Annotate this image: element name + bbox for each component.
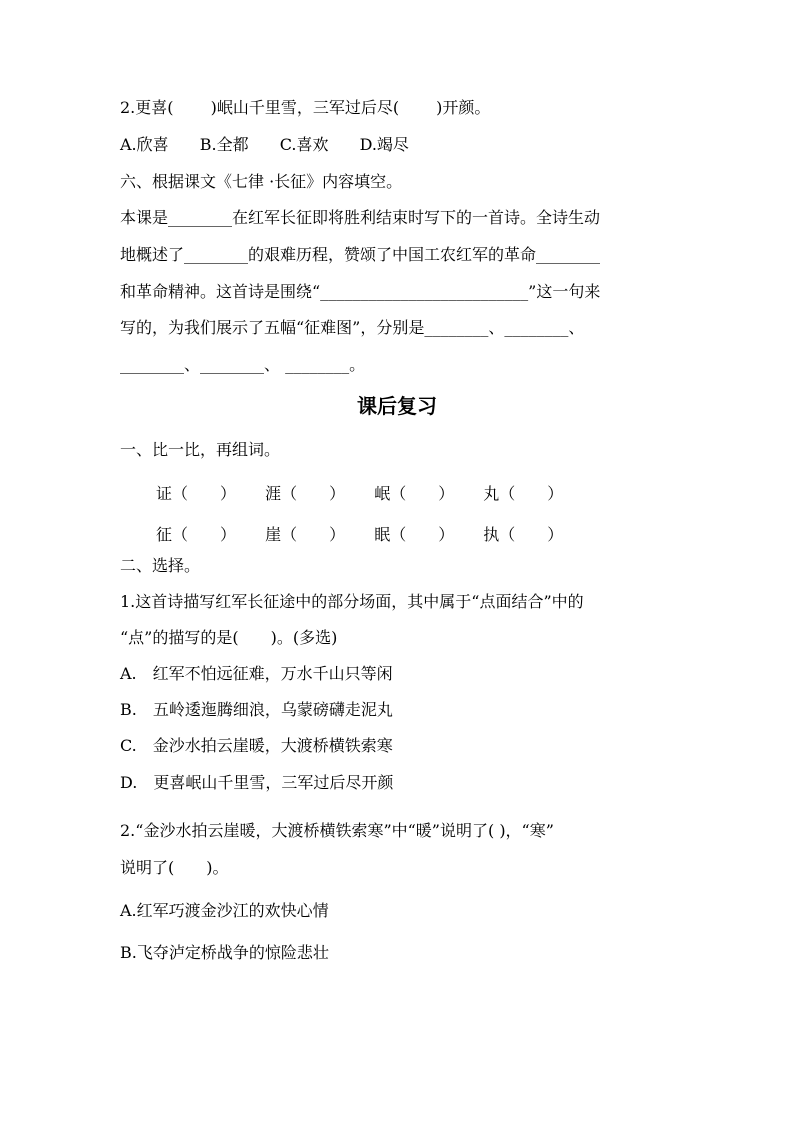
q2-option-a: A.红军巧渡金沙江的欢快心情: [120, 901, 329, 920]
word-cell: 涯（ ）: [265, 484, 346, 503]
q1-option-a: A. 红军不怕远征难，万水千山只等闲: [120, 664, 393, 683]
word-cell: 执（ ）: [483, 525, 564, 544]
q1-option-d: D. 更喜岷山千里雪，三军过后尽开颜: [120, 773, 394, 792]
fill-line-1: 本课是________在红军长征即将胜利结束时写下的一首诗。全诗生动: [120, 208, 601, 227]
word-cell: 征（ ）: [156, 525, 237, 544]
word-cell: 证（ ）: [156, 484, 237, 503]
option-b: B.全都: [199, 135, 249, 154]
question-2-line-1: 2.“金沙水拍云崖暖，大渡桥横铁索寒”中“暖”说明了( )，“寒”: [120, 821, 554, 840]
compare-row-2: [156, 522, 587, 545]
question-1-line-1: 1.这首诗描写红军长征途中的部分场面，其中属于“点面结合”中的: [120, 592, 584, 611]
q2-option-b: B.飞夺泸定桥战争的惊险悲壮: [120, 943, 329, 962]
fill-line-3: 和革命精神。这首诗是围绕“__________________________”这一句来: [120, 282, 601, 301]
word-cell: 丸（ ）: [483, 484, 564, 503]
option-a: A.欣喜: [120, 135, 169, 154]
q1-option-b: B. 五岭逶迤腾细浪，乌蒙磅礴走泥丸: [120, 700, 393, 719]
question-2-line-2: 说明了( )。: [120, 858, 229, 877]
fill-line-4: 写的，为我们展示了五幅“征难图”，分别是________、________、: [120, 318, 585, 337]
section-6-heading: 六、根据课文《七律 ·长征》内容填空。: [120, 172, 403, 191]
fill-line-5: ________、________、 ________。: [120, 355, 366, 374]
fill-line-2: 地概述了________的艰难历程，赞颂了中国工农红军的革命________: [120, 245, 601, 264]
compare-row-1: [156, 481, 587, 504]
options-row: [120, 135, 435, 155]
word-cell: 岷（ ）: [374, 484, 455, 503]
question-1-line-2: “点”的描写的是( )。(多选): [120, 628, 338, 647]
question-2-more-joy: 2.更喜( )岷山千里雪，三军过后尽( )开颜。: [120, 98, 491, 117]
q1-option-c: C. 金沙水拍云崖暖，大渡桥横铁索寒: [120, 736, 393, 755]
word-cell: 崖（ ）: [265, 525, 346, 544]
word-cell: 眠（ ）: [374, 525, 455, 544]
review-section-1-heading: 一、比一比，再组词。: [120, 440, 281, 459]
review-section-2-heading: 二、选择。: [120, 556, 201, 575]
option-d: D.竭尽: [359, 135, 409, 154]
review-title: 课后复习: [357, 394, 437, 418]
option-c: C.喜欢: [279, 135, 329, 154]
